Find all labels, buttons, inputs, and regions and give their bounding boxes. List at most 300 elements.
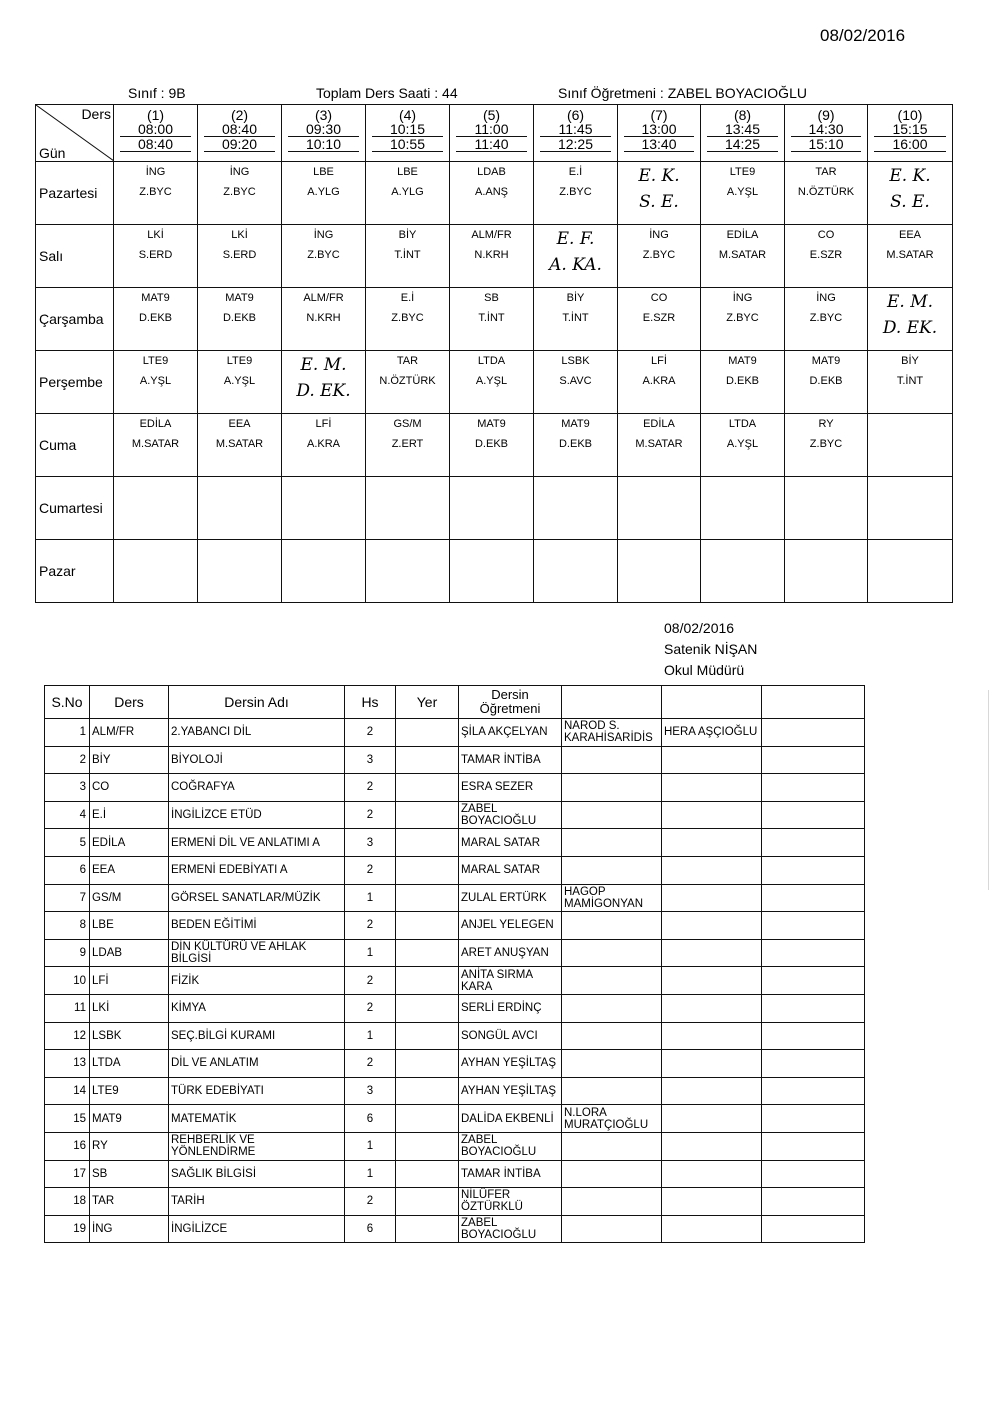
- lesson-hours: 3: [345, 829, 396, 857]
- lesson-teacher-1: MARAL SATAR: [459, 829, 562, 857]
- lesson-extra: [762, 1188, 865, 1216]
- lesson-cell: [198, 288, 282, 351]
- lesson-cell: [618, 225, 701, 288]
- lesson-cell: [366, 351, 450, 414]
- lesson-cell: [114, 477, 198, 540]
- lesson-cell: [868, 351, 953, 414]
- lesson-no: 2: [45, 746, 90, 774]
- lesson-code: TAR: [396, 355, 419, 367]
- lesson-place: [396, 1188, 459, 1216]
- lesson-code: LKİ: [90, 994, 169, 1022]
- lesson-cell: [618, 477, 701, 540]
- lesson-code: MAT9: [225, 292, 254, 304]
- handwritten-note: D. EK.: [296, 381, 351, 401]
- lesson-cell: [868, 540, 953, 603]
- handwritten-note: E. K.: [638, 166, 680, 186]
- lesson-row: [45, 1077, 865, 1105]
- slot-start: 11:00: [456, 122, 527, 137]
- lesson-code: BİY: [398, 229, 417, 241]
- lesson-teacher-1: ESRA SEZER: [459, 774, 562, 802]
- handwritten-note: S. E.: [639, 192, 679, 212]
- weekly-schedule-table: [35, 104, 953, 603]
- lesson-hours: 2: [345, 856, 396, 884]
- lesson-teacher-2: [562, 967, 662, 995]
- slot-header: [868, 105, 953, 162]
- lesson-code: E.İ: [400, 292, 415, 304]
- lesson-no: 5: [45, 829, 90, 857]
- lesson-extra: [762, 1022, 865, 1050]
- lesson-name: GÖRSEL SANATLAR/MÜZİK: [169, 884, 345, 912]
- lesson-teacher-2: [562, 1160, 662, 1188]
- lesson-cell: [450, 162, 534, 225]
- lesson-code: LTE9: [729, 166, 756, 178]
- lesson-cell: [701, 351, 785, 414]
- lesson-place: [396, 1022, 459, 1050]
- lesson-code: MAT9: [561, 418, 590, 430]
- lesson-row: [45, 1050, 865, 1078]
- slot-end: 10:55: [372, 137, 443, 152]
- lesson-cell: [366, 540, 450, 603]
- lesson-cell: [114, 414, 198, 477]
- slot-header: [618, 105, 701, 162]
- lesson-code: ALM/FR: [90, 719, 169, 747]
- lesson-place: [396, 912, 459, 940]
- lesson-row: [45, 1022, 865, 1050]
- lesson-place: [396, 1215, 459, 1243]
- lesson-place: [396, 746, 459, 774]
- lesson-cell: [198, 162, 282, 225]
- lesson-cell: [701, 225, 785, 288]
- lesson-name: COĞRAFYA: [169, 774, 345, 802]
- lesson-code: EDİLA: [139, 418, 172, 430]
- lesson-teacher-3: [662, 884, 762, 912]
- lesson-cell: [450, 477, 534, 540]
- lesson-teacher-2: [562, 746, 662, 774]
- lesson-teacher: T.İNT: [478, 312, 505, 324]
- lesson-code: CO: [650, 292, 668, 304]
- lesson-no: 6: [45, 856, 90, 884]
- slot-header: [114, 105, 198, 162]
- lesson-teacher-3: [662, 1077, 762, 1105]
- day-name: Cuma: [36, 414, 114, 477]
- lesson-code: TAR: [815, 166, 837, 178]
- lesson-cell: [618, 414, 701, 477]
- lesson-code: ALM/FR: [303, 292, 344, 304]
- lesson-code: RY: [818, 418, 834, 430]
- day-row: [36, 288, 953, 351]
- lesson-cell: [282, 351, 366, 414]
- lesson-code: LTDA: [728, 418, 757, 430]
- lesson-teacher-2: [562, 1188, 662, 1216]
- lesson-extra: [762, 1160, 865, 1188]
- lesson-code: MAT9: [141, 292, 170, 304]
- lesson-cell: [701, 540, 785, 603]
- lesson-teacher-2: [562, 1215, 662, 1243]
- lesson-teacher-2: [562, 912, 662, 940]
- lesson-name: KİMYA: [169, 994, 345, 1022]
- lesson-no: 16: [45, 1132, 90, 1160]
- lesson-hours: 1: [345, 1132, 396, 1160]
- lesson-teacher-1: TAMAR İNTİBA: [459, 746, 562, 774]
- scan-edge-line: [988, 690, 989, 890]
- lesson-teacher-3: [662, 856, 762, 884]
- lesson-hours: 1: [345, 939, 396, 967]
- handwritten-note: E. F.: [556, 229, 595, 249]
- day-name: Pazar: [36, 540, 114, 603]
- lesson-cell: [450, 288, 534, 351]
- lesson-place: [396, 1050, 459, 1078]
- lesson-name: İNGİLİZCE: [169, 1215, 345, 1243]
- lesson-teacher-1: SONGÜL AVCI: [459, 1022, 562, 1050]
- lesson-row: [45, 994, 865, 1022]
- lesson-name: DİL VE ANLATIM: [169, 1050, 345, 1078]
- lesson-code: LTE9: [142, 355, 169, 367]
- slot-number: (1): [146, 107, 165, 123]
- lesson-cell: [785, 414, 868, 477]
- lesson-cell: [534, 414, 618, 477]
- principal-name: Satenik NİŞAN: [664, 641, 758, 657]
- lesson-teacher-2: NAROD S. KARAHİSARİDİS: [562, 719, 662, 747]
- lesson-cell: [618, 351, 701, 414]
- lesson-code: E.İ: [568, 166, 583, 178]
- lesson-teacher: T.İNT: [562, 312, 589, 324]
- lesson-code: BİY: [901, 355, 919, 367]
- corner-ders-label: Ders: [81, 106, 111, 122]
- lesson-hours: 6: [345, 1215, 396, 1243]
- lesson-teacher: Z.BYC: [726, 312, 759, 324]
- slot-number: (7): [650, 107, 668, 123]
- slot-start: 15:15: [874, 122, 946, 137]
- lesson-cell: [114, 351, 198, 414]
- slot-start: 13:45: [707, 122, 778, 137]
- signature-block: [664, 618, 757, 681]
- lesson-no: 7: [45, 884, 90, 912]
- slot-end: 11:40: [456, 137, 527, 152]
- col-name: Dersin Adı: [169, 686, 345, 719]
- handwritten-note: S. E.: [890, 192, 930, 212]
- lesson-teacher-1: ZABEL BOYACIOĞLU: [459, 801, 562, 829]
- lesson-teacher-3: [662, 774, 762, 802]
- lesson-no: 18: [45, 1188, 90, 1216]
- lesson-no: 13: [45, 1050, 90, 1078]
- lesson-teacher: D.EKB: [725, 375, 759, 387]
- lesson-hours: 2: [345, 967, 396, 995]
- lesson-row: [45, 967, 865, 995]
- lesson-row: [45, 829, 865, 857]
- slot-start: 09:30: [288, 122, 359, 137]
- lesson-code: CO: [817, 229, 835, 241]
- lesson-row: [45, 719, 865, 747]
- lesson-cell: [366, 225, 450, 288]
- slot-start: 10:15: [372, 122, 443, 137]
- lesson-teacher-2: [562, 994, 662, 1022]
- lesson-teacher-3: [662, 1105, 762, 1133]
- lesson-code: SB: [484, 292, 499, 304]
- lesson-teacher: A.YŞL: [726, 438, 759, 450]
- slot-end: 16:00: [874, 137, 946, 152]
- lesson-teacher: Z.BYC: [307, 249, 340, 261]
- lesson-cell: [785, 351, 868, 414]
- lesson-code: LBE: [313, 166, 334, 178]
- lesson-name: REHBERLİK VE YÖNLENDİRME: [169, 1132, 345, 1160]
- slot-end: 12:25: [540, 137, 611, 152]
- lesson-place: [396, 967, 459, 995]
- lesson-teacher: S.ERD: [138, 249, 173, 261]
- lesson-no: 3: [45, 774, 90, 802]
- slot-number: (4): [398, 107, 417, 123]
- handwritten-note: E. K.: [889, 166, 931, 186]
- lesson-code: LDAB: [90, 939, 169, 967]
- lesson-cell: [282, 540, 366, 603]
- lesson-code: EEA: [228, 418, 251, 430]
- lesson-code: LTE9: [226, 355, 253, 367]
- slot-number: (6): [566, 107, 585, 123]
- col-extra: [762, 686, 865, 719]
- lesson-teacher-3: [662, 1132, 762, 1160]
- lesson-place: [396, 884, 459, 912]
- slot-end: 08:40: [120, 137, 191, 152]
- lesson-extra: [762, 719, 865, 747]
- lesson-hours: 1: [345, 884, 396, 912]
- lesson-hours: 1: [345, 1022, 396, 1050]
- lesson-place: [396, 1160, 459, 1188]
- lesson-teacher: Z.BYC: [809, 312, 843, 324]
- lesson-code: LTDA: [90, 1050, 169, 1078]
- lesson-cell: [868, 477, 953, 540]
- lesson-teacher-3: [662, 967, 762, 995]
- lesson-code: MAT9: [477, 418, 506, 430]
- lesson-no: 11: [45, 994, 90, 1022]
- lesson-teacher: S.ERD: [222, 249, 257, 261]
- lesson-teacher: A.YŞL: [726, 186, 759, 198]
- lesson-no: 14: [45, 1077, 90, 1105]
- day-row: [36, 351, 953, 414]
- lesson-code: EDİLA: [726, 229, 759, 241]
- lesson-hours: 2: [345, 1188, 396, 1216]
- lesson-teacher: Z.ERT: [391, 438, 424, 450]
- lesson-teacher: T.İNT: [394, 249, 421, 261]
- lesson-list-header: [45, 686, 865, 719]
- lesson-code: GS/M: [393, 418, 422, 430]
- lesson-teacher-3: [662, 746, 762, 774]
- lesson-cell: [618, 162, 701, 225]
- day-name: Perşembe: [36, 351, 114, 414]
- lesson-hours: 3: [345, 746, 396, 774]
- lesson-teacher: S.AVC: [559, 375, 592, 387]
- lesson-teacher: A.YŞL: [475, 375, 508, 387]
- lesson-name: TÜRK EDEBİYATI: [169, 1077, 345, 1105]
- lesson-extra: [762, 746, 865, 774]
- lesson-teacher-1: ZULAL ERTÜRK: [459, 884, 562, 912]
- lesson-code: İNG: [732, 292, 753, 304]
- slot-start: 08:40: [204, 122, 275, 137]
- lesson-teacher: A.YLG: [391, 186, 424, 198]
- lesson-teacher-2: [562, 829, 662, 857]
- slot-start: 11:45: [540, 122, 611, 137]
- lesson-hours: 2: [345, 719, 396, 747]
- lesson-teacher-2: [562, 939, 662, 967]
- lesson-teacher-3: [662, 829, 762, 857]
- lesson-cell: [785, 162, 868, 225]
- lesson-teacher: Z.BYC: [139, 186, 172, 198]
- lesson-hours: 6: [345, 1105, 396, 1133]
- lesson-teacher-2: [562, 856, 662, 884]
- lesson-cell: [282, 162, 366, 225]
- lesson-teacher: A.ANŞ: [474, 186, 508, 198]
- lesson-cell: [114, 288, 198, 351]
- lesson-no: 9: [45, 939, 90, 967]
- lesson-cell: [450, 414, 534, 477]
- lesson-teacher-1: ANİTA SIRMA KARA: [459, 967, 562, 995]
- lesson-teacher: A.KRA: [642, 375, 676, 387]
- lesson-teacher: A.YLG: [307, 186, 340, 198]
- slot-start: 13:00: [624, 122, 694, 137]
- col-sno: S.No: [45, 686, 90, 719]
- handwritten-note: E. M.: [300, 355, 347, 375]
- lesson-code: MAT9: [811, 355, 841, 367]
- lesson-code: E.İ: [90, 801, 169, 829]
- slot-header: [450, 105, 534, 162]
- lesson-code: LSBK: [90, 1022, 169, 1050]
- lesson-teacher-3: [662, 1050, 762, 1078]
- lesson-code: LKİ: [147, 229, 164, 241]
- lesson-extra: [762, 967, 865, 995]
- lesson-cell: [282, 414, 366, 477]
- slot-header: [534, 105, 618, 162]
- day-name: Cumartesi: [36, 477, 114, 540]
- lesson-code: RY: [90, 1132, 169, 1160]
- lesson-cell: [114, 225, 198, 288]
- lesson-teacher: Z.BYC: [642, 249, 676, 261]
- lesson-cell: [785, 477, 868, 540]
- day-row: [36, 477, 953, 540]
- lesson-teacher: A.KRA: [306, 438, 340, 450]
- lesson-cell: [114, 540, 198, 603]
- lesson-row: [45, 939, 865, 967]
- lesson-cell: [868, 414, 953, 477]
- lesson-cell: [198, 540, 282, 603]
- lesson-row: [45, 884, 865, 912]
- lesson-row: [45, 1188, 865, 1216]
- lesson-cell: [282, 288, 366, 351]
- lesson-row: [45, 912, 865, 940]
- lesson-extra: [762, 1105, 865, 1133]
- lesson-cell: [450, 225, 534, 288]
- lesson-no: 1: [45, 719, 90, 747]
- signature-date: 08/02/2016: [664, 620, 735, 636]
- lesson-name: BİYOLOJİ: [169, 746, 345, 774]
- slot-number: (8): [733, 107, 752, 123]
- lesson-cell: [534, 540, 618, 603]
- lesson-teacher: T.İNT: [896, 375, 924, 387]
- lesson-code: İNG: [816, 292, 836, 304]
- lesson-cell: [785, 225, 868, 288]
- lesson-place: [396, 1132, 459, 1160]
- slot-header: [701, 105, 785, 162]
- lesson-code: LTDA: [477, 355, 506, 367]
- slot-number: (3): [314, 107, 333, 123]
- lesson-teacher-2: HAGOP MAMİGONYAN: [562, 884, 662, 912]
- lesson-cell: [618, 288, 701, 351]
- day-row: [36, 414, 953, 477]
- lesson-name: BEDEN EĞİTİMİ: [169, 912, 345, 940]
- lesson-row: [45, 801, 865, 829]
- lesson-code: İNG: [313, 229, 334, 241]
- day-name: Pazartesi: [36, 162, 114, 225]
- lesson-hours: 2: [345, 1050, 396, 1078]
- slot-end: 13:40: [624, 137, 694, 152]
- lesson-place: [396, 774, 459, 802]
- lesson-code: EEA: [90, 856, 169, 884]
- lesson-cell: [868, 225, 953, 288]
- lesson-extra: [762, 1132, 865, 1160]
- lesson-teacher-2: [562, 1132, 662, 1160]
- lesson-hours: 1: [345, 1160, 396, 1188]
- lesson-no: 4: [45, 801, 90, 829]
- lesson-code: BİY: [90, 746, 169, 774]
- lesson-code: LBE: [90, 912, 169, 940]
- lesson-cell: [785, 288, 868, 351]
- lesson-extra: [762, 884, 865, 912]
- slot-number: (5): [482, 107, 501, 123]
- lesson-place: [396, 801, 459, 829]
- class-teacher: Sınıf Öğretmeni : ZABEL BOYACIOĞLU: [558, 85, 807, 101]
- lesson-teacher-1: ARET ANUŞYAN: [459, 939, 562, 967]
- slot-number: (10): [897, 107, 923, 123]
- print-date: 08/02/2016: [820, 26, 906, 45]
- lesson-extra: [762, 856, 865, 884]
- lesson-row: [45, 746, 865, 774]
- col-code: Ders: [90, 686, 169, 719]
- lesson-teacher: D.EKB: [138, 312, 172, 324]
- lesson-code: EDİLA: [643, 418, 675, 430]
- lesson-name: ERMENİ EDEBİYATI A: [169, 856, 345, 884]
- lesson-teacher-1: AYHAN YEŞİLTAŞ: [459, 1050, 562, 1078]
- handwritten-note: E. M.: [886, 292, 934, 312]
- lesson-hours: 2: [345, 801, 396, 829]
- lesson-cell: [534, 225, 618, 288]
- lesson-hours: 3: [345, 1077, 396, 1105]
- lesson-teacher-1: ŞİLA AKÇELYAN: [459, 719, 562, 747]
- lesson-name: ERMENİ DİL VE ANLATIMI A: [169, 829, 345, 857]
- lesson-cell: [534, 288, 618, 351]
- slot-end: 09:20: [204, 137, 275, 152]
- slot-end: 14:25: [707, 137, 778, 152]
- lesson-extra: [762, 801, 865, 829]
- lesson-extra: [762, 1077, 865, 1105]
- lesson-teacher-1: ANJEL YELEGEN: [459, 912, 562, 940]
- lesson-place: [396, 994, 459, 1022]
- slot-start: 14:30: [791, 122, 861, 137]
- lesson-cell: [701, 162, 785, 225]
- lesson-teacher: A.YŞL: [139, 375, 172, 387]
- lesson-code: ALM/FR: [471, 229, 512, 241]
- lesson-row: [45, 1160, 865, 1188]
- lesson-teacher-3: [662, 939, 762, 967]
- lesson-row: [45, 1105, 865, 1133]
- lesson-name: SAĞLIK BİLGİSİ: [169, 1160, 345, 1188]
- lesson-code: İNG: [145, 166, 166, 178]
- lesson-teacher: N.ÖZTÜRK: [797, 186, 855, 198]
- lesson-row: [45, 1215, 865, 1243]
- lesson-teacher-2: N.LORA MURATÇIOĞLU: [562, 1105, 662, 1133]
- lesson-list-table: [44, 685, 865, 1243]
- lesson-teacher-2: [562, 1050, 662, 1078]
- lesson-cell: [198, 477, 282, 540]
- slot-number: (9): [817, 107, 835, 123]
- lesson-teacher: Z.BYC: [391, 312, 424, 324]
- slot-header: [198, 105, 282, 162]
